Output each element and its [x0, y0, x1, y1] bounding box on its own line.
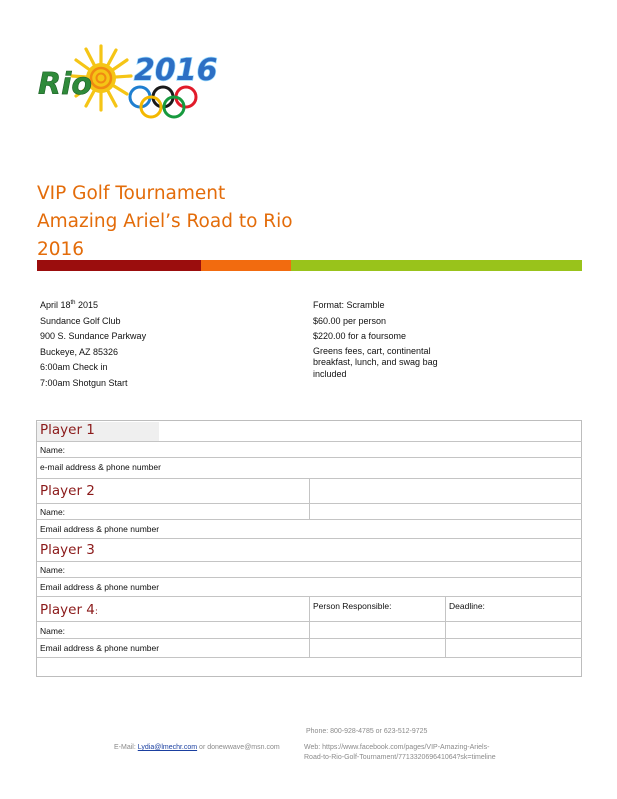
player-4-name-label: Name: [40, 626, 66, 636]
title-line-1: VIP Golf Tournament [37, 183, 226, 204]
price-foursome: $220.00 for a foursome [313, 331, 407, 341]
olympic-rings-icon [130, 87, 196, 117]
player-3-heading: Player 3 [40, 542, 95, 558]
player-1-heading: Player 1 [37, 422, 159, 441]
event-venue: Sundance Golf Club [40, 315, 121, 326]
player-2-heading: Player 2 [40, 483, 95, 499]
player-1-name-label: Name: [40, 445, 66, 455]
player-2-name-label: Name: [40, 507, 66, 517]
title-line-2: Amazing Ariel’s Road to Rio [37, 211, 293, 232]
event-date: April 18th 2015 [40, 300, 99, 310]
rio-2016-logo [36, 34, 218, 122]
price-person: $60.00 per person [313, 315, 387, 326]
player-4-heading: Player 4: [40, 602, 98, 618]
event-format: Format: Scramble [313, 300, 385, 310]
stripe-orange [201, 260, 291, 271]
deadline-label: Deadline: [449, 601, 485, 611]
player-3-contact-label: Email address & phone number [40, 582, 160, 592]
event-details [313, 298, 463, 380]
document-title [37, 180, 457, 264]
event-start: 7:00am Shotgun Start [40, 377, 128, 388]
stripe-green [291, 260, 582, 271]
logo-word: Rio [38, 67, 92, 102]
stripe-red [37, 260, 201, 271]
event-address: 900 S. Sundance Parkway [40, 331, 147, 341]
footer-web [304, 743, 564, 763]
included-items: Greens fees, cart, continental breakfast, lunch, and swag bag included [313, 345, 438, 379]
person-responsible-label: Person Responsible: [313, 601, 392, 611]
player-4-contact-label: Email address & phone number [40, 643, 160, 653]
event-checkin: 6:00am Check in [40, 362, 108, 372]
footer-phone: Phone: 800-928-4785 or 623-512-9725 [306, 728, 428, 735]
event-city: Buckeye, AZ 85326 [40, 346, 119, 357]
player-2-contact-label: Email address & phone number [40, 524, 160, 534]
footer-email: E-Mail: Lydia@lmechr.com or donewwave@msn.com [114, 744, 280, 751]
title-line-3: 2016 [37, 239, 85, 260]
player-1-contact-label: e-mail address & phone number [40, 462, 161, 472]
logo-year: 2016 [134, 53, 218, 88]
footer-web-line-2: Road-to-Rio-Golf-Tournament/771332069641064?sk=timeline [304, 754, 496, 761]
footer-web-line-1: Web: https://www.facebook.com/pages/VIP-Amazing-Ariels- [304, 744, 490, 751]
email-link[interactable]: Lydia@lmechr.com [137, 744, 198, 751]
event-info [40, 298, 280, 391]
player-3-name-label: Name: [40, 565, 66, 575]
